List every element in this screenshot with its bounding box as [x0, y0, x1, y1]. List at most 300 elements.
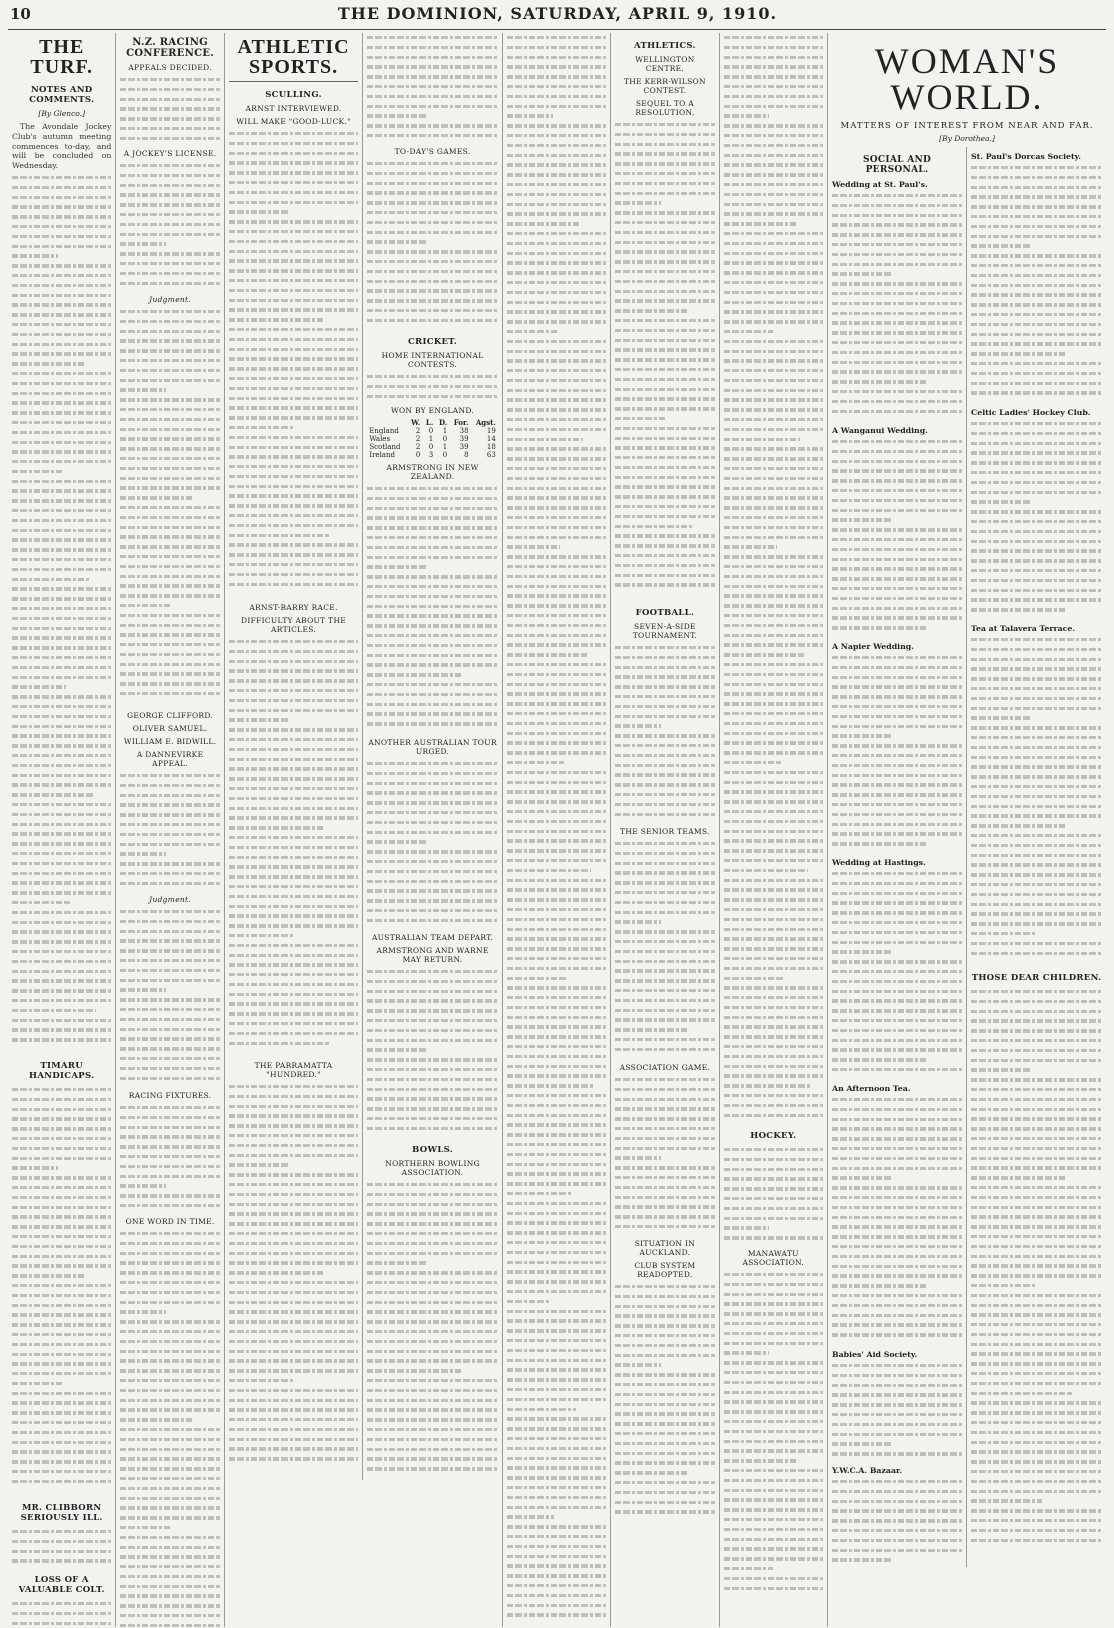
text-line — [12, 1428, 111, 1438]
text-line — [367, 372, 498, 382]
text-line — [507, 1218, 606, 1228]
text-line — [971, 1389, 1072, 1399]
table-cell: 2 — [415, 427, 421, 435]
text-line — [120, 771, 219, 781]
text-line — [615, 434, 714, 444]
text-line — [724, 405, 823, 415]
racing-head-license: A JOCKEY'S LICENSE. — [123, 149, 217, 158]
text-line — [12, 320, 111, 330]
text-line — [229, 676, 359, 686]
woman-title: WOMAN'S WORLD. — [874, 41, 1060, 117]
text-line — [507, 1434, 606, 1444]
text-line — [229, 1039, 329, 1049]
text-line — [832, 594, 962, 604]
text-line — [367, 818, 498, 828]
text-line — [615, 140, 714, 150]
text-line — [615, 345, 714, 355]
text-line — [507, 141, 606, 151]
manawatu-text — [724, 1270, 823, 1600]
text-line — [12, 232, 111, 242]
text-line — [724, 395, 823, 405]
text-line — [12, 820, 111, 830]
text-line — [615, 463, 714, 473]
text-line — [367, 1386, 498, 1396]
text-line — [367, 277, 498, 287]
table-cell: 39 — [459, 435, 469, 443]
text-line — [724, 347, 823, 357]
text-line — [12, 1301, 111, 1311]
text-line — [229, 1190, 359, 1200]
text-line — [507, 200, 606, 210]
page-number: 10 — [10, 5, 31, 23]
text-line — [615, 761, 714, 771]
racing-head-judgment-2: Judgment. — [149, 895, 192, 904]
text-line — [12, 261, 111, 271]
text-line — [615, 868, 714, 878]
text-line — [971, 1193, 1102, 1203]
text-line — [507, 435, 584, 445]
text-line — [507, 356, 606, 366]
text-line — [724, 1476, 823, 1486]
text-line — [971, 753, 1102, 763]
text-line — [724, 1071, 823, 1081]
text-line — [12, 1035, 111, 1045]
text-line — [120, 1162, 219, 1172]
racing-judgment-1-text — [120, 307, 219, 707]
text-line — [615, 1104, 714, 1114]
text-line — [832, 387, 962, 397]
text-line — [12, 467, 62, 477]
text-line — [615, 267, 714, 277]
text-line — [229, 394, 359, 404]
text-line — [507, 876, 606, 886]
text-line — [120, 936, 219, 946]
athletic-head-arnst: ARNST INTERVIEWED. — [245, 104, 342, 113]
text-line — [120, 1405, 219, 1415]
text-line — [12, 614, 111, 624]
text-line — [615, 531, 714, 541]
text-line — [229, 1356, 359, 1366]
text-line — [12, 1016, 111, 1026]
text-line — [832, 1154, 962, 1164]
text-line — [615, 238, 714, 248]
text-line — [507, 1120, 606, 1130]
text-line — [367, 382, 498, 392]
text-line — [971, 488, 1102, 498]
racing-appeals-text — [120, 75, 219, 145]
text-line — [615, 365, 714, 375]
text-line — [120, 171, 219, 181]
text-line — [507, 787, 606, 797]
text-line — [724, 356, 823, 366]
text-line — [724, 327, 774, 337]
text-line — [12, 1556, 111, 1566]
text-line — [229, 1009, 359, 1019]
masthead — [8, 4, 1106, 30]
athletics-head-manawatu: MANAWATU ASSOCIATION. — [742, 1249, 805, 1267]
text-line — [229, 1337, 359, 1347]
text-line — [832, 1193, 962, 1203]
text-line — [120, 791, 219, 801]
text-line — [724, 121, 823, 131]
text-line — [367, 582, 498, 592]
text-line — [367, 621, 498, 631]
text-line — [229, 1180, 359, 1190]
text-line — [724, 601, 823, 611]
text-line — [120, 307, 219, 317]
text-line — [229, 217, 359, 227]
text-line — [120, 591, 219, 601]
woman-subtitle: MATTERS OF INTEREST FROM NEAR AND FAR. — [840, 121, 1094, 131]
text-line — [615, 878, 714, 888]
text-line — [120, 454, 219, 464]
text-line — [367, 131, 498, 141]
woman-st-pauls-text — [832, 191, 962, 421]
racing-sig-1: GEORGE CLIFFORD. — [127, 711, 214, 720]
text-line — [724, 1505, 823, 1515]
text-line — [507, 1444, 606, 1454]
text-line — [367, 592, 498, 602]
text-line — [615, 1114, 714, 1124]
text-line — [120, 104, 219, 114]
athletic-intl-text — [367, 372, 498, 402]
text-line — [120, 907, 219, 917]
text-line — [229, 305, 359, 315]
text-line — [971, 762, 1102, 772]
text-line — [724, 219, 797, 229]
text-line — [724, 533, 823, 543]
text-line — [120, 820, 219, 830]
text-line — [971, 900, 1102, 910]
text-line — [832, 377, 927, 387]
text-line — [615, 1015, 714, 1025]
text-line — [615, 1370, 714, 1380]
table-cell: 1 — [442, 427, 448, 435]
text-line — [507, 778, 606, 788]
text-line — [12, 408, 111, 418]
text-line — [971, 320, 1102, 330]
text-line — [120, 259, 219, 269]
text-line — [507, 1169, 606, 1179]
text-line — [832, 348, 962, 358]
text-line — [724, 542, 778, 552]
text-line — [120, 1034, 219, 1044]
text-line — [120, 1113, 219, 1123]
text-line — [724, 817, 823, 827]
text-line — [971, 802, 1102, 812]
text-line — [832, 1477, 962, 1487]
text-line — [971, 527, 1102, 537]
text-line — [120, 1513, 219, 1523]
text-line — [229, 511, 359, 521]
text-line — [507, 1581, 606, 1591]
text-line — [724, 1111, 823, 1121]
text-line — [367, 392, 498, 402]
text-line — [120, 1258, 219, 1268]
text-line — [724, 1397, 823, 1407]
text-line — [229, 902, 359, 912]
text-line — [971, 1398, 1102, 1408]
text-line — [367, 1006, 498, 1016]
text-line — [12, 682, 66, 692]
text-line — [615, 541, 714, 551]
text-line — [12, 594, 111, 604]
text-line — [615, 1193, 714, 1203]
text-line — [120, 985, 166, 995]
turf-body-text — [12, 173, 111, 1053]
text-line — [120, 630, 219, 640]
text-line — [229, 1347, 359, 1357]
text-line — [724, 670, 823, 680]
text-line — [832, 211, 962, 221]
text-line — [971, 635, 1102, 645]
text-line — [615, 551, 714, 561]
woman-head-st-pauls: Wedding at St. Paul's. — [832, 180, 928, 189]
text-line — [12, 673, 111, 683]
text-line — [367, 631, 498, 641]
text-line — [507, 1405, 577, 1415]
text-line — [615, 336, 714, 346]
text-line — [724, 1319, 823, 1329]
text-line — [120, 859, 219, 869]
athletic-games-text — [367, 159, 498, 329]
table-cell: 38 — [459, 427, 469, 435]
text-line — [971, 743, 1102, 753]
text-line — [367, 779, 498, 789]
text-line — [832, 1449, 962, 1459]
text-line — [724, 885, 823, 895]
text-line — [507, 249, 606, 259]
text-line — [724, 905, 823, 915]
text-line — [971, 448, 1102, 458]
text-line — [12, 251, 58, 261]
text-line — [832, 898, 962, 908]
text-line — [229, 433, 359, 443]
text-line — [724, 1155, 823, 1165]
text-line — [724, 1495, 823, 1505]
text-line — [724, 72, 823, 82]
text-line — [832, 1203, 962, 1213]
athletics-column — [611, 33, 719, 1627]
table-cell: England — [369, 427, 399, 435]
text-line — [971, 183, 1102, 193]
text-line — [507, 1552, 606, 1562]
text-line — [832, 220, 962, 230]
text-line — [832, 299, 962, 309]
text-line — [507, 1454, 606, 1464]
text-line — [971, 645, 1102, 655]
text-line — [507, 1493, 606, 1503]
text-line — [12, 1163, 58, 1173]
text-line — [507, 925, 606, 935]
text-line — [724, 160, 823, 170]
text-line — [724, 797, 823, 807]
text-line — [120, 1582, 219, 1592]
text-line — [971, 723, 1102, 733]
text-line — [971, 870, 1102, 880]
text-line — [832, 486, 962, 496]
text-line — [507, 1542, 606, 1552]
text-line — [724, 738, 823, 748]
text-line — [507, 807, 606, 817]
text-line — [832, 879, 962, 889]
text-line — [367, 977, 498, 987]
text-line — [971, 1252, 1102, 1262]
text-line — [971, 1310, 1102, 1320]
text-line — [507, 631, 606, 641]
athletic-title: ATHLETIC SPORTS. — [229, 37, 359, 82]
text-line — [615, 159, 714, 169]
text-line — [12, 428, 111, 438]
text-line — [832, 515, 892, 525]
text-line — [12, 878, 111, 888]
woman-head-hastings: Wedding at Hastings. — [832, 858, 926, 867]
text-line — [120, 279, 219, 289]
text-line — [120, 611, 219, 621]
text-line — [507, 582, 606, 592]
text-line — [120, 1327, 219, 1337]
text-line — [832, 889, 962, 899]
text-line — [120, 552, 219, 562]
racing-conference-column — [116, 33, 224, 1627]
text-line — [724, 1280, 823, 1290]
text-line — [367, 1445, 498, 1455]
text-line — [120, 1494, 219, 1504]
text-line — [971, 1359, 1102, 1369]
text-line — [971, 1516, 1102, 1526]
text-line — [832, 250, 962, 260]
text-line — [971, 290, 1102, 300]
woman-section: SOCIAL AND PERSONAL. — [862, 155, 932, 175]
text-line — [229, 315, 324, 325]
woman-children-text — [971, 987, 1102, 1547]
text-line — [971, 300, 1102, 310]
text-line — [724, 1466, 823, 1476]
text-line — [120, 1268, 219, 1278]
text-line — [12, 947, 111, 957]
text-line — [971, 1457, 1102, 1467]
text-line — [971, 173, 1102, 183]
text-line — [120, 1317, 219, 1327]
text-line — [507, 885, 606, 895]
text-line — [507, 1365, 606, 1375]
text-line — [832, 407, 962, 417]
text-line — [120, 124, 219, 134]
text-line — [229, 129, 359, 139]
text-line — [507, 62, 606, 72]
text-line — [507, 1414, 606, 1424]
text-line — [724, 249, 823, 259]
text-line — [12, 477, 111, 487]
text-line — [507, 768, 606, 778]
text-line — [120, 830, 219, 840]
womans-world-block — [828, 33, 1106, 1627]
text-line — [832, 1016, 962, 1026]
text-line — [229, 540, 359, 550]
text-line — [12, 976, 111, 986]
text-line — [367, 1425, 498, 1435]
text-line — [229, 1209, 359, 1219]
text-line — [12, 790, 93, 800]
text-line — [507, 709, 606, 719]
woman-head-babies: Babies' Aid Society. — [832, 1350, 918, 1359]
text-line — [507, 170, 606, 180]
text-line — [971, 811, 1102, 821]
text-line — [724, 43, 823, 53]
text-line — [229, 843, 359, 853]
athletic-head-parramatta: THE PARRAMATTA "HUNDRED." — [254, 1061, 333, 1079]
text-line — [367, 1464, 498, 1474]
text-line — [507, 366, 606, 376]
football-association-text — [615, 1075, 714, 1235]
text-line — [971, 388, 1102, 398]
text-line — [724, 1042, 823, 1052]
text-line — [615, 1124, 714, 1134]
text-line — [229, 345, 359, 355]
text-line — [367, 1016, 498, 1026]
text-line — [229, 501, 359, 511]
text-line — [615, 453, 714, 463]
text-line — [12, 1447, 111, 1457]
text-line — [615, 404, 714, 414]
text-line — [971, 1075, 1102, 1085]
text-line — [615, 966, 714, 976]
text-line — [367, 43, 498, 53]
turf-section: NOTES AND COMMENTS. — [29, 85, 95, 105]
text-line — [832, 1311, 962, 1321]
text-line — [724, 925, 823, 935]
text-line — [724, 1329, 823, 1339]
text-line — [12, 330, 111, 340]
text-line — [615, 502, 714, 512]
text-line — [832, 682, 962, 692]
text-line — [724, 846, 823, 856]
text-line — [724, 1165, 823, 1175]
text-line — [615, 1321, 714, 1331]
text-line — [971, 556, 1102, 566]
text-line — [229, 1111, 359, 1121]
text-line — [724, 1525, 823, 1535]
text-line — [229, 813, 359, 823]
text-line — [832, 1330, 962, 1340]
text-line — [724, 376, 823, 386]
text-line — [229, 335, 359, 345]
text-line — [971, 1085, 1102, 1095]
text-line — [724, 92, 823, 102]
text-line — [971, 586, 1102, 596]
text-line — [832, 623, 927, 633]
text-line — [367, 867, 498, 877]
text-line — [507, 1189, 573, 1199]
text-line — [507, 944, 606, 954]
text-line — [120, 1172, 219, 1182]
text-line — [12, 888, 111, 898]
text-line — [12, 418, 111, 428]
text-line — [615, 712, 714, 722]
text-line — [229, 462, 359, 472]
text-line — [367, 788, 498, 798]
text-line — [832, 751, 962, 761]
text-line — [615, 1045, 714, 1055]
text-line — [120, 1142, 219, 1152]
athletics-text — [615, 120, 714, 600]
text-line — [120, 542, 219, 552]
text-line — [507, 1267, 606, 1277]
text-line — [724, 1184, 823, 1194]
text-line — [724, 709, 823, 719]
text-line — [12, 829, 111, 839]
text-line — [724, 866, 808, 876]
